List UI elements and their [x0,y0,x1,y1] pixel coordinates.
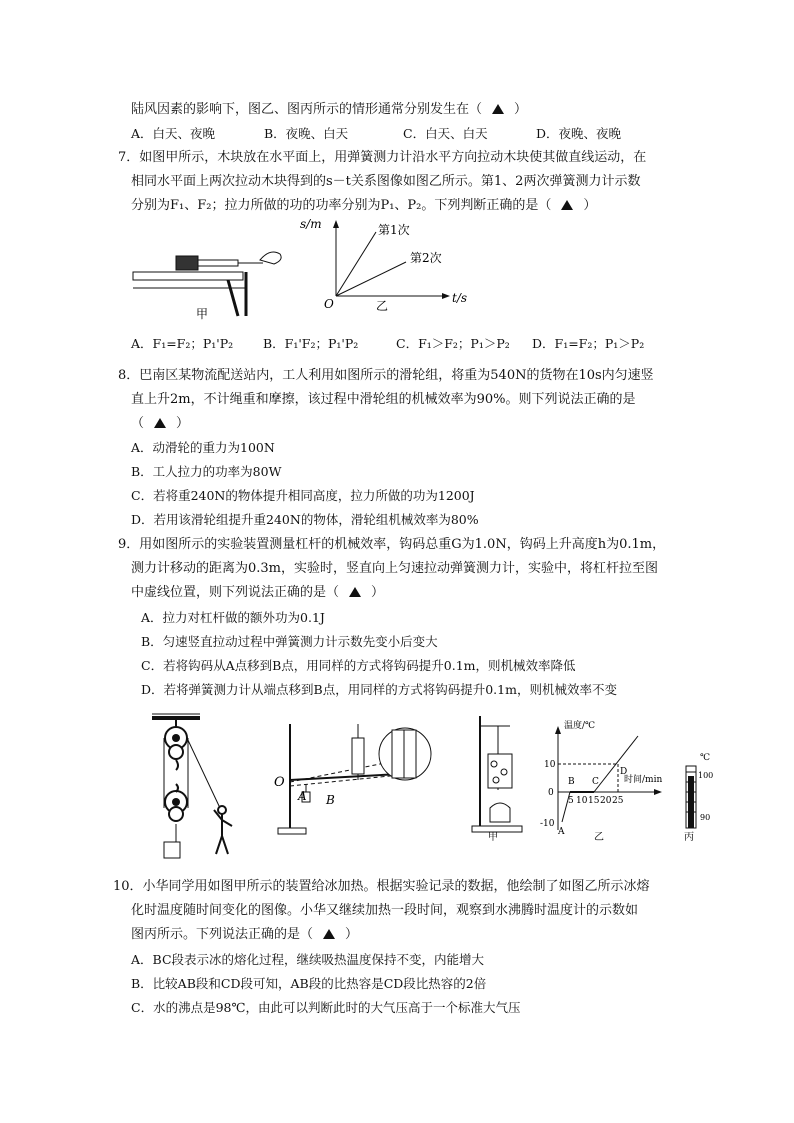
x-tick-5: 5 [568,796,574,806]
q9-line3: 中虚线位置，则下列说法正确的是（ ） [131,585,385,600]
q10-line1: 10．小华同学用如图甲所示的装置给冰加热。根据实验记录的数据，他绘制了如图乙所示冰熔 [113,879,650,894]
q8-line3: （ ） [131,416,190,431]
q7-line2: 相同水平面上两次拉动木块得到的s－t关系图像如图乙所示。第1、2两次弹簧测力计示数 [131,174,641,189]
series-label-2: 第2次 [410,251,442,265]
blank-marker-icon [492,104,504,114]
fig-label-jia2: 甲 [488,832,498,842]
q6-option-a[interactable]: A．白天、夜晚 [131,126,216,141]
x-tick-10: 10 [576,796,588,806]
point-b: B [568,777,575,787]
q9-line1: 9．用如图所示的实验装置测量杠杆的机械效率，钩码总重G为1.0N，钩码上升高度h为0.1m， [118,537,666,552]
q10-option-c[interactable]: C．水的沸点是98℃，由此可以判断此时的大气压高于一个标准大气压 [131,1000,521,1015]
point-a: A [558,827,565,837]
y-axis-label: s/m [300,217,322,231]
thermo-unit: ℃ [700,753,711,763]
q6-option-d[interactable]: D．夜晚、夜晚 [536,126,622,141]
point-d: D [620,767,628,777]
q10-line2: 化时温度随时间变化的图像。小华又继续加热一段时间，观察到水沸腾时温度计的示数如 [131,903,639,918]
q7-line1: 7．如图甲所示，木块放在水平面上，用弹簧测力计沿水平方向拉动木块使其做直线运动，在 [118,150,647,165]
y-tick-0: 0 [548,788,554,798]
q9-line2: 测力计移动的距离为0.3m，实验时，竖直向上匀速拉动弹簧测力计，实验中，将杠杆拉至图 [131,561,659,576]
q8-option-a[interactable]: A．动滑轮的重力为100N [131,440,275,455]
q7-figure-jia [128,226,288,322]
thermometer-figure [678,752,718,844]
q6-line: 陆风因素的影响下，图乙、图丙所示的情形通常分别发生在（ ） [131,102,528,117]
q8-option-b[interactable]: B．工人拉力的功率为80W [131,464,282,479]
q10-option-a[interactable]: A．BC段表示冰的熔化过程，继续吸热温度保持不变，内能增大 [131,952,485,967]
x-tick-20: 20 [600,796,612,806]
q10-figure-jia [470,712,530,842]
temp-time-graph [534,718,674,842]
lever-figure [270,714,450,838]
series-label-1: 第1次 [378,223,410,237]
x-axis-label: t/s [452,291,468,305]
thermo-tick-90: 90 [700,813,711,822]
x-axis-label2: 时间/min [624,775,663,785]
q7-st-graph [296,214,476,322]
q10-line3: 图丙所示。下列说法正确的是（ ） [131,927,359,942]
blank-marker-icon [154,418,166,428]
blank-marker-icon [323,929,335,939]
q9-option-a[interactable]: A．拉力对杠杆做的额外功为0.1J [141,610,325,625]
q7-option-c[interactable]: C．F₁＞F₂；P₁＞P₂ [396,336,510,351]
y-tick-neg10: -10 [540,819,555,829]
q6-option-c[interactable]: C．白天、白天 [403,126,488,141]
pulley-system-figure [148,712,248,862]
x-tick-15: 15 [588,796,600,806]
y-axis-label2: 温度/℃ [564,721,596,731]
fig-label-bing: 丙 [684,832,694,843]
q8-option-d[interactable]: D．若用该滑轮组提升重240N的物体，滑轮组机械效率为80% [131,512,479,527]
q7-option-b[interactable]: B．F₁'F₂；P₁'P₂ [263,336,359,351]
origin-label: O [324,297,334,311]
q9-option-c[interactable]: C．若将钩码从A点移到B点，用同样的方式将钩码提升0.1m，则机械效率降低 [141,658,576,673]
blank-marker-icon [349,587,361,597]
blank-marker-icon [561,200,573,210]
fig-label-yi2: 乙 [594,832,604,842]
q6-option-b[interactable]: B．夜晚、白天 [264,126,349,141]
fig-label-yi: 乙 [376,299,389,313]
q10-option-b[interactable]: B．比较AB段和CD段可知，AB段的比热容是CD段比热容的2倍 [131,976,487,991]
q8-option-c[interactable]: C．若将重240N的物体提升相同高度，拉力所做的功为1200J [131,488,475,503]
lever-label-b: B [326,793,335,807]
q7-option-a[interactable]: A．F₁=F₂；P₁'P₂ [131,336,234,351]
lever-label-a: A [298,789,307,803]
q7-option-d[interactable]: D．F₁=F₂；P₁＞P₂ [532,336,645,351]
point-c: C [592,777,599,787]
q8-line2: 直上升2m，不计绳重和摩擦，该过程中滑轮组的机械效率为90%。则下列说法正确的是 [131,392,636,407]
q9-option-b[interactable]: B．匀速竖直拉动过程中弹簧测力计示数先变小后变大 [141,634,438,649]
lever-label-o: O [274,775,285,790]
q8-line1: 8．巴南区某物流配送站内，工人利用如图所示的滑轮组，将重为540N的货物在10s内匀速竖 [118,368,654,383]
x-tick-25: 25 [612,796,624,806]
q7-line3: 分别为F₁、F₂；拉力所做的功的功率分别为P₁、P₂。下列判断正确的是（ ） [131,198,597,213]
q9-option-d[interactable]: D．若将弹簧测力计从端点移到B点，用同样的方式将钩码提升0.1m，则机械效率不变 [141,682,617,697]
fig-label-jia: 甲 [196,307,209,321]
y-tick-10: 10 [544,760,556,770]
thermo-tick-100: 100 [698,771,714,780]
